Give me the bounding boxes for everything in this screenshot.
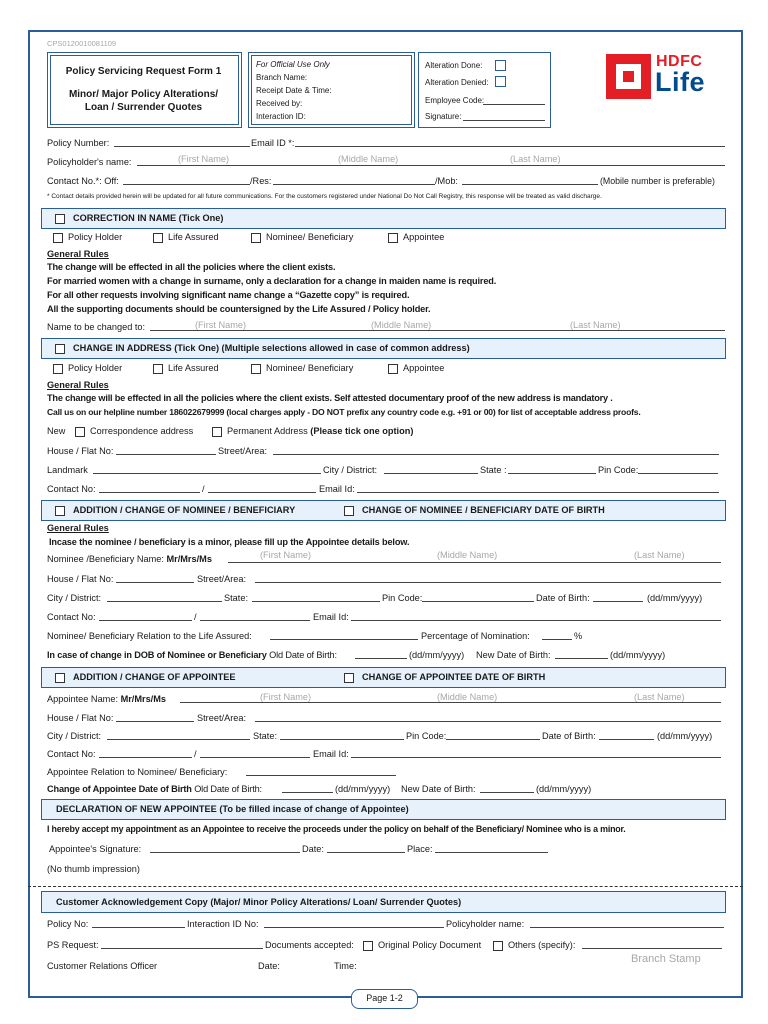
appointee-new-dob-field[interactable] bbox=[480, 784, 534, 793]
nominee-dob-title: CHANGE OF NOMINEE / BENEFICIARY DATE OF BIRTH bbox=[362, 505, 605, 515]
addr-city-label: City / District: bbox=[323, 465, 378, 475]
email-id-field[interactable] bbox=[295, 138, 725, 147]
contact-mob-label: /Mob: bbox=[435, 176, 458, 186]
addr-contact-label: Contact No: bbox=[47, 484, 96, 494]
appointee-signature-field[interactable] bbox=[150, 844, 300, 853]
appointee-contact-field-2[interactable] bbox=[200, 749, 310, 758]
ack-ps-request-field[interactable] bbox=[101, 940, 263, 949]
ack-documents-label: Documents accepted: bbox=[265, 940, 354, 950]
nominee-dob-change-label: In case of change in DOB of Nominee or Beneficiary bbox=[47, 650, 267, 660]
nominee-state-label: State: bbox=[224, 593, 249, 603]
option-label: Life Assured bbox=[168, 363, 219, 373]
nomination-percentage-label: Percentage of Nomination: bbox=[421, 631, 530, 641]
nominee-street-label: Street/Area: bbox=[197, 574, 247, 584]
declaration-place-field[interactable] bbox=[435, 844, 548, 853]
new-label: New bbox=[47, 426, 66, 436]
correction-name-checkbox[interactable] bbox=[55, 214, 65, 224]
appointee-city-field[interactable] bbox=[107, 731, 250, 740]
addr-email-label: Email Id: bbox=[319, 484, 355, 494]
appointee-name-label bbox=[47, 694, 166, 704]
ack-others-field[interactable] bbox=[582, 940, 722, 949]
appointee-dob-label: Date of Birth: bbox=[542, 731, 596, 741]
checkbox-icon bbox=[251, 233, 261, 243]
option-label: Correspondence address bbox=[90, 426, 194, 436]
option-label: Policy Holder bbox=[68, 363, 123, 373]
option-label: Original Policy Document bbox=[378, 940, 482, 950]
nominee-house-field[interactable] bbox=[116, 574, 194, 583]
name-opt-policy-holder[interactable] bbox=[53, 232, 122, 243]
addr-pin-label: Pin Code: bbox=[598, 465, 639, 475]
form-code: CPS0120010081109 bbox=[47, 39, 117, 48]
nominee-old-dob-label: Old Date of Birth: bbox=[269, 650, 337, 660]
address-rule-1: The change will be effected in all the policies where the client exists. Self attested documentary proof of the new address is mandatory . bbox=[47, 393, 613, 403]
addr-opt-life-assured[interactable] bbox=[153, 363, 219, 374]
contact-res-label: /Res: bbox=[250, 176, 272, 186]
addr-street-field[interactable] bbox=[273, 446, 719, 455]
nominee-dob-change-row bbox=[47, 650, 337, 660]
nominee-house-label: House / Flat No: bbox=[47, 574, 114, 584]
page-number: Page 1-2 bbox=[351, 989, 418, 1009]
contact-off-field[interactable] bbox=[123, 176, 250, 185]
nominee-contact-label: Contact No: bbox=[47, 612, 96, 622]
appointee-city-label: City / District: bbox=[47, 731, 102, 741]
ack-original-policy-option[interactable] bbox=[363, 940, 481, 951]
changed-last-name-hint: (Last Name) bbox=[570, 320, 621, 330]
name-rules-title: General Rules bbox=[47, 249, 109, 259]
appointee-add-checkbox[interactable] bbox=[55, 673, 65, 683]
branch-stamp-label: Branch Stamp bbox=[631, 953, 701, 965]
appointee-middle-name-hint: (Middle Name) bbox=[437, 692, 498, 702]
nominee-last-name-hint: (Last Name) bbox=[634, 550, 685, 560]
change-address-header bbox=[41, 338, 726, 359]
official-heading: For Official Use Only bbox=[256, 60, 330, 69]
option-label: Life Assured bbox=[168, 232, 219, 242]
nominee-new-dob-field[interactable] bbox=[555, 650, 608, 659]
no-thumb-impression-note: (No thumb impression) bbox=[47, 864, 140, 874]
addr-opt-appointee[interactable] bbox=[388, 363, 444, 374]
nominee-dob-format: (dd/mm/yyyy) bbox=[647, 593, 703, 603]
appointee-first-name-hint: (First Name) bbox=[260, 692, 312, 702]
declaration-place-label: Place: bbox=[407, 844, 433, 854]
holder-last-name-hint: (Last Name) bbox=[510, 154, 561, 164]
life-logo-text: Life bbox=[655, 67, 706, 97]
checkbox-icon bbox=[251, 364, 261, 374]
addr-contact-slash: / bbox=[202, 484, 205, 494]
ack-holder-label: Policyholder name: bbox=[446, 919, 525, 929]
nominee-add-checkbox[interactable] bbox=[55, 506, 65, 516]
nominee-pin-label: Pin Code: bbox=[382, 593, 423, 603]
employee-code-field[interactable] bbox=[483, 96, 545, 105]
nominee-name-label bbox=[47, 554, 212, 564]
policyholder-name-label: Policyholder's name: bbox=[47, 157, 132, 167]
alteration-done-checkbox[interactable] bbox=[495, 60, 506, 71]
ack-policy-no-label: Policy No: bbox=[47, 919, 89, 929]
alteration-denied-label: Alteration Denied: bbox=[425, 78, 489, 87]
contact-disclaimer: * Contact details provided herein will be updated for all future communications. For the customers registered under National Do Not Call Registry, this response will be treated as valid discharge. bbox=[47, 193, 602, 200]
acknowledgement-title: Customer Acknowledgement Copy (Major/ Minor Policy Alterations/ Loan/ Surrender Quotes) bbox=[56, 897, 462, 907]
appointee-house-label: House / Flat No: bbox=[47, 713, 114, 723]
alteration-done-label: Alteration Done: bbox=[425, 61, 483, 70]
addr-state-label: State : bbox=[480, 465, 507, 475]
addr-pin-field[interactable] bbox=[638, 465, 718, 474]
nominee-contact-field-1[interactable] bbox=[99, 612, 192, 621]
nominee-email-label: Email Id: bbox=[313, 612, 349, 622]
option-label: Permanent Address bbox=[227, 426, 308, 436]
option-label: Appointee bbox=[403, 232, 445, 242]
addr-house-field[interactable] bbox=[116, 446, 216, 455]
ack-ps-request-label: PS Request: bbox=[47, 940, 99, 950]
ack-holder-field[interactable] bbox=[530, 919, 724, 928]
email-id-label: Email ID *: bbox=[251, 138, 295, 148]
addr-landmark-field[interactable] bbox=[93, 465, 321, 474]
name-opt-appointee[interactable] bbox=[388, 232, 444, 243]
nominee-add-title: ADDITION / CHANGE OF NOMINEE / BENEFICIARY bbox=[73, 505, 296, 515]
appointee-contact-slash: / bbox=[194, 749, 197, 759]
correction-name-title: CORRECTION IN NAME (Tick One) bbox=[73, 213, 224, 223]
correction-name-header bbox=[41, 208, 726, 229]
name-rule-4: All the supporting documents should be countersigned by the Life Assured / Policy holder. bbox=[47, 304, 431, 314]
nominee-pin-field[interactable] bbox=[422, 593, 534, 602]
checkbox-icon bbox=[212, 427, 222, 437]
addr-landmark-label: Landmark bbox=[47, 465, 88, 475]
appointee-old-dob-format: (dd/mm/yyyy) bbox=[335, 784, 391, 794]
name-rule-2: For married women with a change in surname, only a declaration for a change in maiden name is required. bbox=[47, 276, 497, 286]
nominee-relation-field[interactable] bbox=[270, 631, 418, 640]
appointee-old-dob-field[interactable] bbox=[282, 784, 333, 793]
addr-contact-field-2[interactable] bbox=[208, 484, 316, 493]
contact-res-field[interactable] bbox=[273, 176, 435, 185]
nominee-old-dob-format: (dd/mm/yyyy) bbox=[409, 650, 465, 660]
holder-first-name-hint: (First Name) bbox=[178, 154, 230, 164]
permanent-option[interactable] bbox=[212, 426, 413, 437]
appointee-dob-format: (dd/mm/yyyy) bbox=[657, 731, 713, 741]
checkbox-icon bbox=[493, 941, 503, 951]
policy-number-label: Policy Number: bbox=[47, 138, 110, 148]
correspondence-option[interactable] bbox=[75, 426, 193, 437]
nominee-dob-checkbox[interactable] bbox=[344, 506, 354, 516]
addr-city-field[interactable] bbox=[384, 465, 478, 474]
option-label: Appointee bbox=[403, 363, 445, 373]
alteration-denied-checkbox[interactable] bbox=[495, 76, 506, 87]
hdfc-logo-mark bbox=[606, 54, 651, 99]
addr-email-field[interactable] bbox=[357, 484, 719, 493]
nominee-new-dob-format: (dd/mm/yyyy) bbox=[610, 650, 666, 660]
nominee-contact-slash: / bbox=[194, 612, 197, 622]
policy-number-field[interactable] bbox=[114, 138, 250, 147]
employee-code-label: Employee Code: bbox=[425, 96, 485, 105]
nominee-rule: Incase the nominee / beneficiary is a minor, please fill up the Appointee details below. bbox=[49, 537, 410, 547]
official-receipt-date: Receipt Date & Time: bbox=[256, 86, 332, 95]
tick-one-note: (Please tick one option) bbox=[310, 426, 414, 436]
checkbox-icon bbox=[53, 233, 63, 243]
contact-mob-field[interactable] bbox=[462, 176, 598, 185]
declaration-title: DECLARATION OF NEW APPOINTEE (To be filled incase of change of Appointee) bbox=[56, 804, 409, 814]
appointee-state-field[interactable] bbox=[280, 731, 404, 740]
alteration-box bbox=[418, 52, 551, 128]
appointee-pin-field[interactable] bbox=[446, 731, 540, 740]
appointee-dob-title: CHANGE OF APPOINTEE DATE OF BIRTH bbox=[362, 672, 546, 682]
nominee-name-text: Nominee /Beneficiary Name: bbox=[47, 554, 164, 564]
nominee-relation-label: Nominee/ Beneficiary Relation to the Life Assured: bbox=[47, 631, 252, 641]
declaration-header bbox=[41, 799, 726, 820]
appointee-name-text: Appointee Name: bbox=[47, 694, 118, 704]
nominee-title-options: Mr/Mrs/Ms bbox=[166, 554, 212, 564]
appointee-add-title: ADDITION / CHANGE OF APPOINTEE bbox=[73, 672, 236, 682]
address-rules-title: General Rules bbox=[47, 380, 109, 390]
mobile-preferable-note: (Mobile number is preferable) bbox=[600, 176, 715, 186]
option-label: Others (specify): bbox=[508, 940, 576, 950]
name-changed-to-label: Name to be changed to: bbox=[47, 322, 146, 332]
nominee-rules-title: General Rules bbox=[47, 523, 109, 533]
ack-interaction-label: Interaction ID No: bbox=[187, 919, 259, 929]
declaration-date-field[interactable] bbox=[327, 844, 405, 853]
tear-off-line bbox=[28, 886, 743, 887]
appointee-street-label: Street/Area: bbox=[197, 713, 247, 723]
holder-middle-name-hint: (Middle Name) bbox=[338, 154, 399, 164]
appointee-new-dob-format: (dd/mm/yyyy) bbox=[536, 784, 592, 794]
nominee-first-name-hint: (First Name) bbox=[260, 550, 312, 560]
addr-opt-nominee[interactable] bbox=[251, 363, 353, 374]
changed-first-name-hint: (First Name) bbox=[195, 320, 247, 330]
nominee-new-dob-label: New Date of Birth: bbox=[476, 650, 551, 660]
checkbox-icon bbox=[53, 364, 63, 374]
name-opt-life-assured[interactable] bbox=[153, 232, 219, 243]
appointee-dob-change-label: Change of Appointee Date of Birth bbox=[47, 784, 192, 794]
appointee-new-dob-label: New Date of Birth: bbox=[401, 784, 476, 794]
appointee-signature-label: Appointee's Signature: bbox=[49, 844, 142, 854]
signature-field[interactable] bbox=[463, 112, 545, 121]
address-rule-2: Call us on our helpline number 186022679999 (local charges apply - DO NOT prefix any country code e.g. +91 or 00) for list of acceptable address proofs. bbox=[47, 407, 641, 417]
appointee-relation-field[interactable] bbox=[246, 767, 396, 776]
signature-label: Signature: bbox=[425, 112, 462, 121]
ack-officer-label: Customer Relations Officer bbox=[47, 961, 158, 971]
appointee-last-name-hint: (Last Name) bbox=[634, 692, 685, 702]
ack-interaction-field[interactable] bbox=[264, 919, 444, 928]
hdfc-logo-text: HDFC bbox=[656, 53, 703, 70]
option-label: Nominee/ Beneficiary bbox=[266, 232, 354, 242]
nominee-middle-name-hint: (Middle Name) bbox=[437, 550, 498, 560]
acknowledgement-header bbox=[41, 891, 726, 913]
declaration-text: I hereby accept my appointment as an Appointee to receive the proceeds under the policy on behalf of the Beneficiary/ Nominee who is a minor. bbox=[47, 824, 626, 834]
name-rule-1: The change will be effected in all the policies where the client exists. bbox=[47, 262, 336, 272]
appointee-title-options: Mr/Mrs/Ms bbox=[120, 694, 166, 704]
nominee-header bbox=[41, 500, 726, 521]
nominee-old-dob-field[interactable] bbox=[355, 650, 407, 659]
nominee-dob-field[interactable] bbox=[593, 593, 643, 602]
appointee-pin-label: Pin Code: bbox=[406, 731, 447, 741]
nomination-percentage-field[interactable] bbox=[542, 631, 572, 640]
form-subtitle-2: Loan / Surrender Quotes bbox=[84, 102, 203, 113]
appointee-email-field[interactable] bbox=[351, 749, 721, 758]
name-rule-3: For all other requests involving significant name change a “Gazette copy” is required. bbox=[47, 290, 410, 300]
appointee-relation-label: Appointee Relation to Nominee/ Beneficiary: bbox=[47, 767, 228, 777]
appointee-old-dob-label: Old Date of Birth: bbox=[194, 784, 262, 794]
ack-time-label: Time: bbox=[334, 961, 357, 971]
declaration-date-label: Date: bbox=[302, 844, 324, 854]
nominee-contact-field-2[interactable] bbox=[200, 612, 310, 621]
official-received-by: Received by: bbox=[256, 99, 303, 108]
nominee-city-label: City / District: bbox=[47, 593, 102, 603]
contact-off-label: Contact No.*: Off: bbox=[47, 176, 119, 186]
nominee-city-field[interactable] bbox=[107, 593, 222, 602]
addr-house-label: House / Flat No: bbox=[47, 446, 114, 456]
appointee-contact-field-1[interactable] bbox=[99, 749, 192, 758]
addr-opt-policy-holder[interactable] bbox=[53, 363, 122, 374]
checkbox-icon bbox=[363, 941, 373, 951]
change-address-title: CHANGE IN ADDRESS (Tick One) (Multiple selections allowed in case of common address) bbox=[73, 343, 470, 353]
appointee-dob-checkbox[interactable] bbox=[344, 673, 354, 683]
appointee-header bbox=[41, 667, 726, 688]
ack-policy-no-field[interactable] bbox=[92, 919, 185, 928]
ack-date-label: Date: bbox=[258, 961, 280, 971]
checkbox-icon bbox=[153, 364, 163, 374]
change-address-checkbox[interactable] bbox=[55, 344, 65, 354]
nominee-street-field[interactable] bbox=[255, 574, 721, 583]
addr-contact-field-1[interactable] bbox=[99, 484, 200, 493]
appointee-contact-label: Contact No: bbox=[47, 749, 96, 759]
official-branch-name: Branch Name: bbox=[256, 73, 308, 82]
official-interaction-id: Interaction ID: bbox=[256, 112, 306, 121]
appointee-house-field[interactable] bbox=[116, 713, 194, 722]
official-use-box bbox=[248, 52, 415, 128]
nominee-email-field[interactable] bbox=[351, 612, 721, 621]
appointee-state-label: State: bbox=[253, 731, 278, 741]
nominee-state-field[interactable] bbox=[252, 593, 380, 602]
checkbox-icon bbox=[388, 233, 398, 243]
checkbox-icon bbox=[388, 364, 398, 374]
appointee-dob-change-row bbox=[47, 784, 262, 794]
name-opt-nominee[interactable] bbox=[251, 232, 353, 243]
checkbox-icon bbox=[153, 233, 163, 243]
appointee-street-field[interactable] bbox=[255, 713, 721, 722]
addr-state-field[interactable] bbox=[508, 465, 596, 474]
appointee-email-label: Email Id: bbox=[313, 749, 349, 759]
title-box bbox=[47, 52, 242, 128]
form-subtitle-1: Minor/ Major Policy Alterations/ bbox=[68, 89, 219, 100]
changed-middle-name-hint: (Middle Name) bbox=[371, 320, 432, 330]
option-label: Nominee/ Beneficiary bbox=[266, 363, 354, 373]
addr-street-label: Street/Area: bbox=[218, 446, 268, 456]
ack-others-option[interactable] bbox=[493, 940, 575, 951]
checkbox-icon bbox=[75, 427, 85, 437]
percent-sign: % bbox=[574, 631, 583, 641]
form-title: Policy Servicing Request Form 1 bbox=[65, 66, 222, 77]
appointee-dob-field[interactable] bbox=[599, 731, 654, 740]
option-label: Policy Holder bbox=[68, 232, 123, 242]
nominee-dob-label: Date of Birth: bbox=[536, 593, 590, 603]
